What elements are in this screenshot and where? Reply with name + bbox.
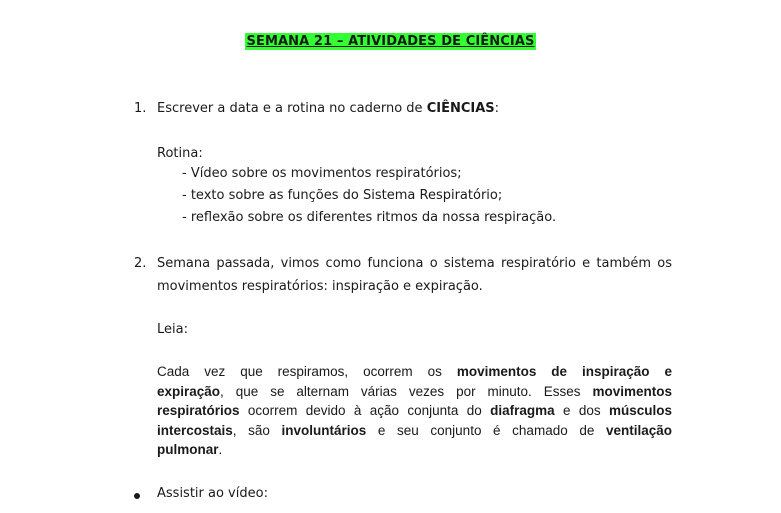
rotina-item-reflexao: - reflexão sobre os diferentes ritmos da nossa respiração.: [182, 210, 557, 225]
title-wrapper: [0, 30, 781, 50]
p-bold-2a: expiração: [157, 383, 221, 399]
p-bold-4c: involuntários: [281, 422, 367, 438]
rotina-label: Rotina:: [157, 146, 203, 161]
item-1-text-start: Escrever a data e a rotina no caderno de: [157, 101, 427, 116]
p-bold-4e: ventilação: [605, 422, 672, 438]
item-2-line-2: movimentos respiratórios: inspiração e expiração.: [157, 279, 483, 294]
item-1-number: 1.: [134, 101, 147, 116]
p-text-5b: .: [218, 442, 223, 457]
leia-label: Leia:: [157, 322, 188, 337]
p-text-3d: e dos: [554, 403, 609, 418]
paragraph-row-1: [157, 362, 672, 382]
paragraph-row-2: [157, 382, 672, 402]
p-text-3b: ocorrem devido à ação conjunta do: [239, 403, 491, 418]
paragraph-row-3: [157, 401, 672, 421]
p-text-4d: e seu conjunto é chamado de: [366, 422, 606, 438]
p-bold-4a: intercostais: [157, 422, 233, 438]
page-title: SEMANA 21 – ATIVIDADES DE CIÊNCIAS: [246, 34, 535, 49]
paragraph-row-4: [157, 421, 672, 441]
reading-paragraph: [157, 362, 672, 460]
item-1-colon: :: [494, 101, 500, 116]
p-text-4b: , são: [232, 422, 282, 438]
item-1-text: [157, 101, 499, 116]
p-bold-2c: movimentos: [592, 383, 672, 399]
p-bold-1b: movimentos de inspiração e: [456, 364, 672, 379]
rotina-item-texto: - texto sobre as funções do Sistema Respiratório;: [182, 188, 503, 203]
item-2-number: 2.: [134, 256, 147, 271]
item-1-subject: CIÊNCIAS: [426, 101, 495, 116]
paragraph-row-5: [157, 440, 672, 460]
bullet-dot-icon: [134, 493, 140, 499]
item-2-line-1: Semana passada, vimos como funciona o sistema respiratório e também os: [157, 256, 672, 271]
p-bold-3c: diafragma: [490, 403, 555, 418]
p-bold-3e: músculos: [608, 403, 672, 418]
p-bold-3a: respiratórios: [157, 403, 240, 418]
rotina-item-video: - Vídeo sobre os movimentos respiratórios;: [182, 166, 462, 181]
p-text-1a: Cada vez que respiramos, ocorrem os: [157, 364, 457, 379]
p-bold-5a: pulmonar: [157, 442, 219, 457]
bullet-item-video: Assistir ao vídeo:: [157, 486, 268, 501]
p-text-2b: , que se alternam várias vezes por minuto. Esses: [220, 383, 593, 399]
